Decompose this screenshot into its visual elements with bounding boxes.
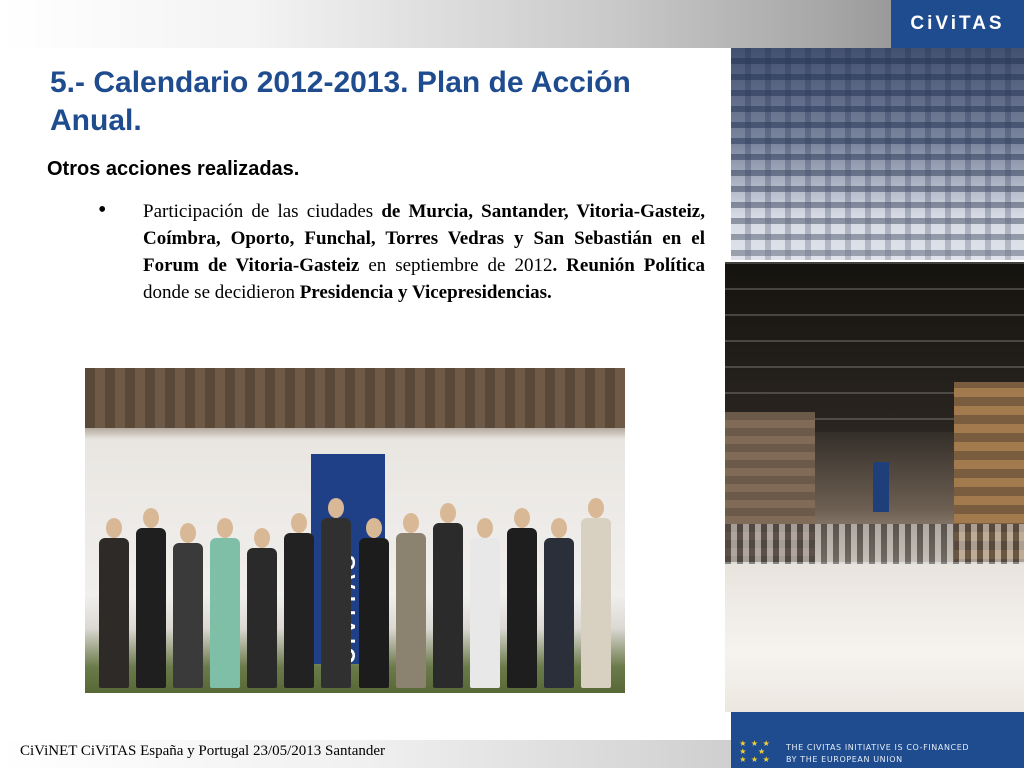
eu-flag-icon bbox=[736, 738, 774, 765]
bullet-paragraph bbox=[143, 198, 705, 306]
photo-person bbox=[359, 518, 389, 688]
photo-person bbox=[284, 513, 314, 688]
eu-stars: ★ ★ ★ ★ ★ ★ ★ ★ bbox=[739, 738, 771, 764]
photo-person bbox=[507, 508, 537, 688]
photo-person bbox=[210, 518, 240, 688]
eu-line-2: BY THE EUROPEAN UNION bbox=[786, 755, 903, 764]
meeting-hall-photo bbox=[725, 262, 1024, 712]
top-banner bbox=[0, 0, 1024, 48]
hall-banner bbox=[873, 462, 889, 512]
slide-subtitle: Otros acciones realizadas. bbox=[47, 158, 300, 180]
people-row bbox=[95, 498, 615, 688]
crowd-shade bbox=[731, 48, 1024, 260]
group-photo bbox=[85, 368, 625, 693]
photo-person bbox=[173, 523, 203, 688]
photo-person bbox=[99, 518, 129, 688]
bullet-segment: donde se decidieron bbox=[143, 282, 300, 303]
bullet-segment: Participación de las ciudades bbox=[143, 201, 382, 222]
eu-line-1: THE CIVITAS INITIATIVE IS CO-FINANCED bbox=[786, 743, 970, 752]
logo-text: CiViTAS bbox=[910, 13, 1005, 34]
photo-person bbox=[136, 508, 166, 688]
bullet-segment: Presidencia y Vicepresidencias. bbox=[299, 282, 552, 303]
photo-person bbox=[321, 498, 351, 688]
hall-floor bbox=[725, 562, 1024, 712]
photo-person bbox=[581, 498, 611, 688]
hall-tables bbox=[725, 524, 1024, 564]
slide-title: 5.- Calendario 2012-2013. Plan de Acción Anual. bbox=[50, 66, 631, 137]
photo-person bbox=[433, 503, 463, 688]
photo-ceiling bbox=[85, 368, 625, 428]
photo-person bbox=[396, 513, 426, 688]
bullet-icon: • bbox=[98, 197, 107, 223]
civitas-logo bbox=[891, 0, 1024, 48]
crowd-photo bbox=[731, 48, 1024, 260]
photo-person bbox=[470, 518, 500, 688]
photo-person bbox=[544, 518, 574, 688]
photo-person bbox=[247, 528, 277, 688]
bullet-segment: de Murcia, Santander, Vitoria-Gasteiz, Coímbra, Oporto, Funchal, Torres Vedras y San Sebastián en el Forum de Vitoria-Gasteiz bbox=[143, 201, 705, 276]
bullet-segment: en septiembre de 2012 bbox=[359, 255, 553, 276]
bullet-segment: . Reunión Política bbox=[552, 255, 705, 276]
footer-text: CiViNET CiViTAS España y Portugal 23/05/2013 Santander bbox=[20, 743, 386, 759]
eu-cofinance-text bbox=[786, 742, 969, 766]
